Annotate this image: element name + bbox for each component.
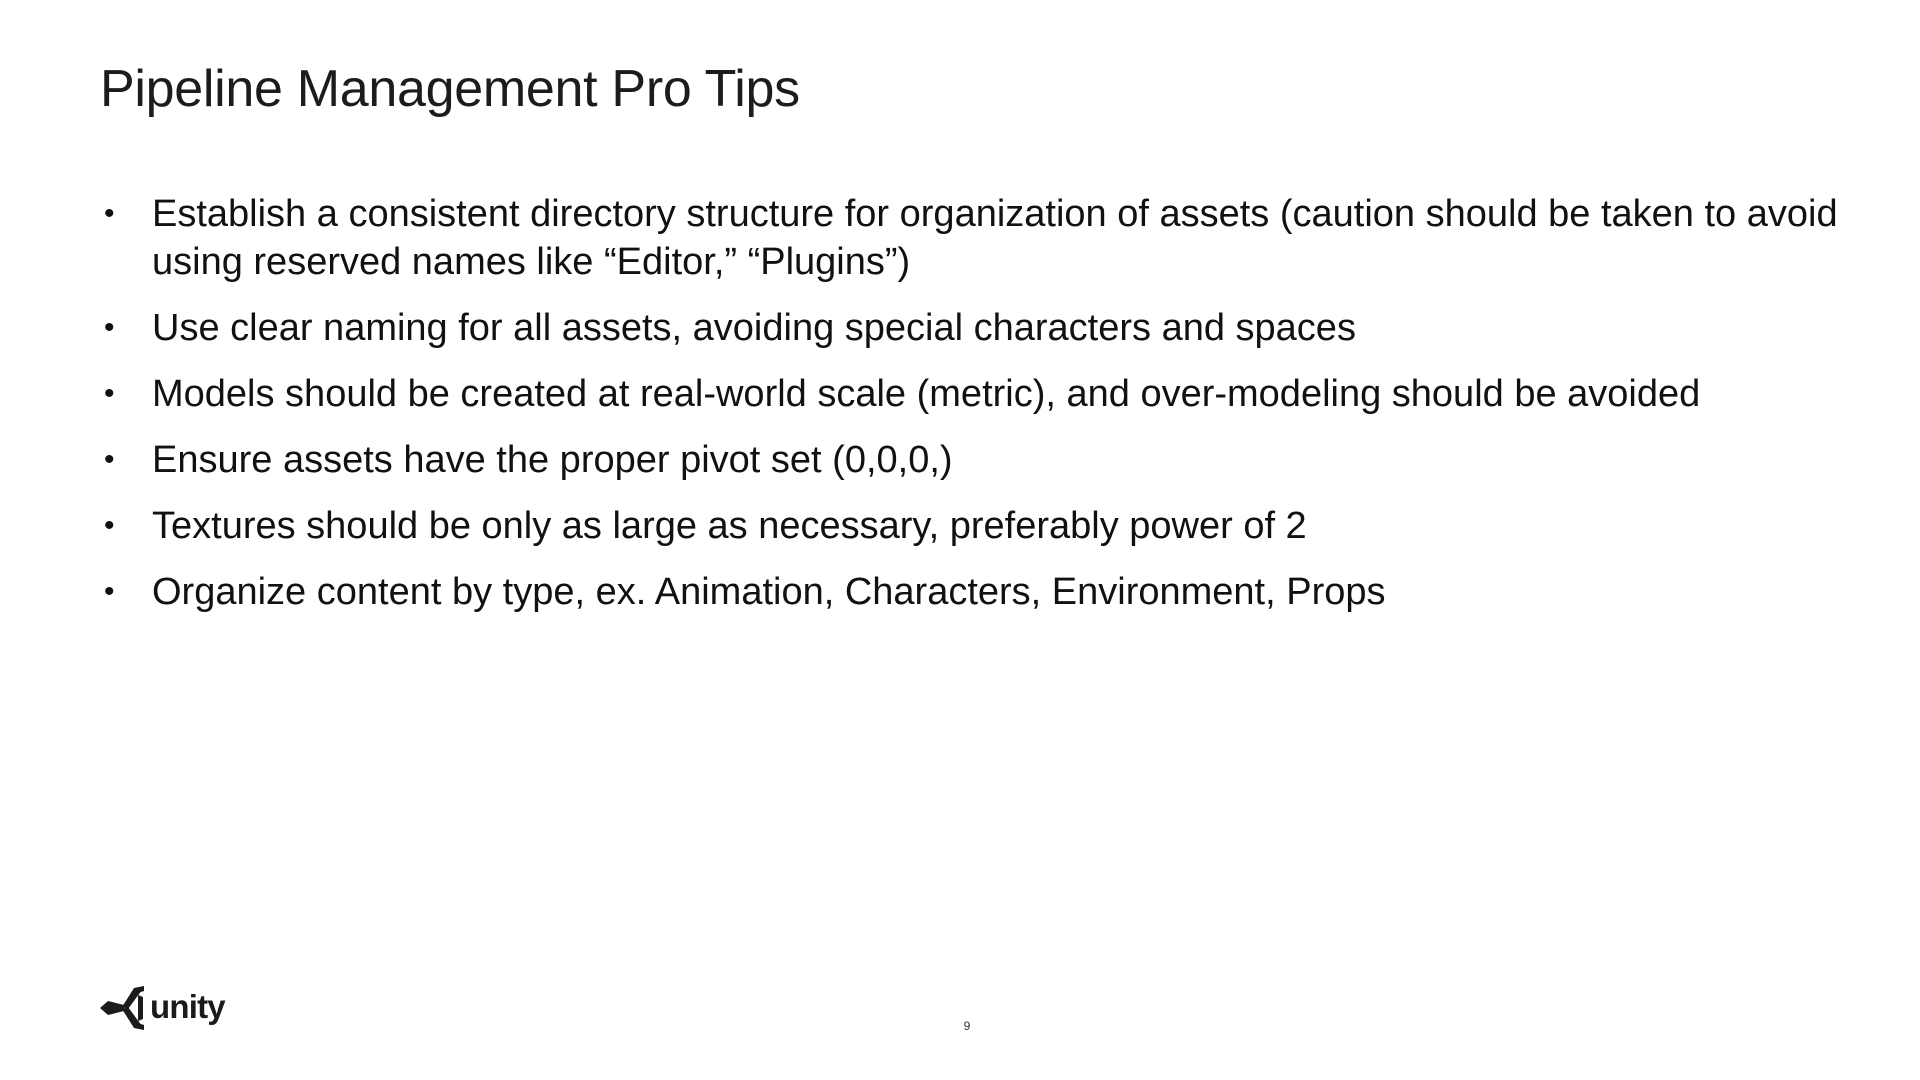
bullet-marker: • — [104, 311, 115, 344]
bullet-marker: • — [104, 197, 115, 230]
unity-logo — [98, 985, 225, 1031]
bullet-item — [100, 190, 1840, 286]
bullet-marker: • — [104, 509, 115, 542]
bullet-item — [100, 568, 1840, 616]
unity-cube-icon — [98, 985, 146, 1031]
bullet-text: Organize content by type, ex. Animation, Characters, Environment, Props — [152, 571, 1386, 613]
bullet-marker: • — [104, 377, 115, 410]
bullet-text: Use clear naming for all assets, avoiding special characters and spaces — [152, 307, 1356, 349]
bullet-text: Textures should be only as large as necessary, preferably power of 2 — [152, 505, 1307, 547]
bullet-text: Establish a consistent directory structure for organization of assets (caution should be taken to avoid using reserved names like “Editor,” “Plugins”) — [152, 193, 1838, 283]
bullet-item — [100, 304, 1840, 352]
bullet-item — [100, 370, 1840, 418]
bullet-text: Ensure assets have the proper pivot set (0,0,0,) — [152, 439, 953, 481]
bullet-item — [100, 436, 1840, 484]
unity-logo-text: unity — [150, 987, 225, 1025]
page-number: 9 — [963, 1019, 971, 1033]
slide-title: Pipeline Management Pro Tips — [100, 60, 800, 118]
bullet-item — [100, 502, 1840, 550]
bullet-marker: • — [104, 443, 115, 476]
bullet-marker: • — [104, 575, 115, 608]
bullet-list — [100, 190, 1840, 634]
bullet-text: Models should be created at real-world scale (metric), and over-modeling should be avoided — [152, 373, 1701, 415]
